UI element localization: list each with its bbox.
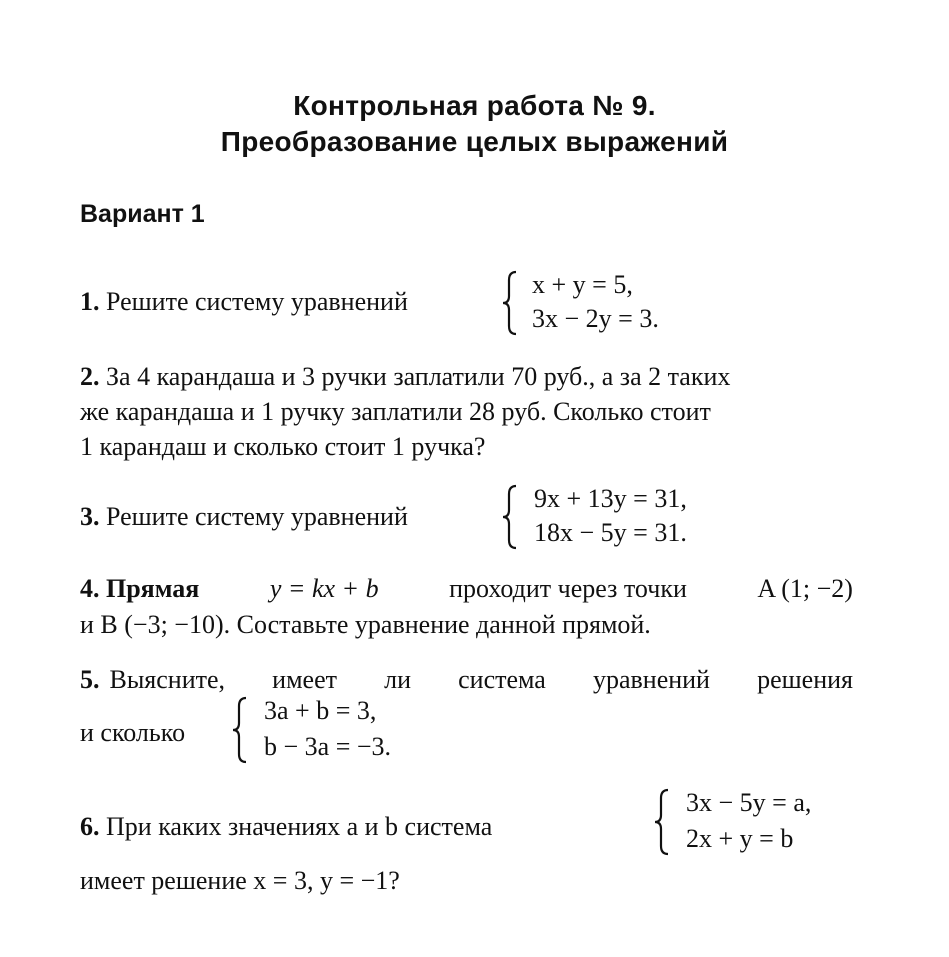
problem-4-formula: y = kx + b [269, 574, 379, 603]
problem-1-text: Решите систему уравнений [106, 287, 408, 316]
brace-icon [500, 268, 520, 338]
problem-2-number: 2. [80, 362, 100, 391]
problem-6-system [652, 786, 852, 858]
problem-4-line-1 [80, 574, 853, 604]
problem-5-equation-1: 3a + b = 3, [264, 696, 377, 725]
brace-icon [652, 786, 672, 858]
problem-5-line-1 [80, 665, 853, 695]
problem-3-equation-2: 18x − 5y = 31. [534, 518, 687, 547]
variant-heading: Вариант 1 [80, 200, 205, 228]
problem-3 [80, 502, 408, 532]
title-line-1: Контрольная работа № 9. [293, 90, 656, 121]
problem-5-line-1-text: Выясните, имеет ли система уравнений решения [109, 665, 853, 694]
problem-5-line-2: и сколько [80, 718, 186, 747]
brace-icon [230, 694, 250, 766]
problem-3-system [500, 482, 740, 552]
problem-2-line-2: же карандаша и 1 ручку заплатили 28 руб. Сколько стоит [80, 397, 711, 426]
problem-3-number: 3. [80, 502, 100, 531]
problem-5-equation-2: b − 3a = −3. [264, 732, 392, 761]
problem-1-number: 1. [80, 287, 100, 316]
problem-1-system [500, 268, 700, 338]
problem-6-line-1-text: При каких значениях a и b система [106, 812, 493, 841]
problem-1 [80, 287, 408, 317]
problem-4-word-line: Прямая [106, 574, 200, 603]
problem-6-line-1 [80, 812, 492, 842]
problem-6-number: 6. [80, 812, 100, 841]
problem-2-line-1 [80, 362, 730, 392]
problem-5-number: 5. [80, 665, 100, 694]
problem-2-line-1-text: За 4 карандаша и 3 ручки заплатили 70 руб., а за 2 таких [106, 362, 731, 391]
problem-4-point-a: A (1; −2) [757, 574, 853, 603]
problem-6-line-2: имеет решение x = 3, y = −1? [80, 866, 400, 895]
problem-2-line-3: 1 карандаш и сколько стоит 1 ручка? [80, 432, 486, 461]
problem-6-equation-2: 2x + y = b [686, 824, 794, 853]
problem-5-system [230, 694, 450, 766]
brace-icon [500, 482, 520, 552]
title-line-2: Преобразование целых выражений [220, 126, 729, 157]
problem-1-equation-2: 3x − 2y = 3. [532, 304, 659, 333]
problem-4-text: проходит через точки [449, 574, 687, 603]
problem-4-number: 4. [80, 574, 100, 603]
problem-4-line-2: и B (−3; −10). Составьте уравнение данной прямой. [80, 610, 651, 639]
problem-6-equation-1: 3x − 5y = a, [686, 788, 812, 817]
problem-3-text: Решите систему уравнений [106, 502, 408, 531]
problem-3-equation-1: 9x + 13y = 31, [534, 484, 687, 513]
problem-1-equation-1: x + y = 5, [532, 270, 633, 299]
